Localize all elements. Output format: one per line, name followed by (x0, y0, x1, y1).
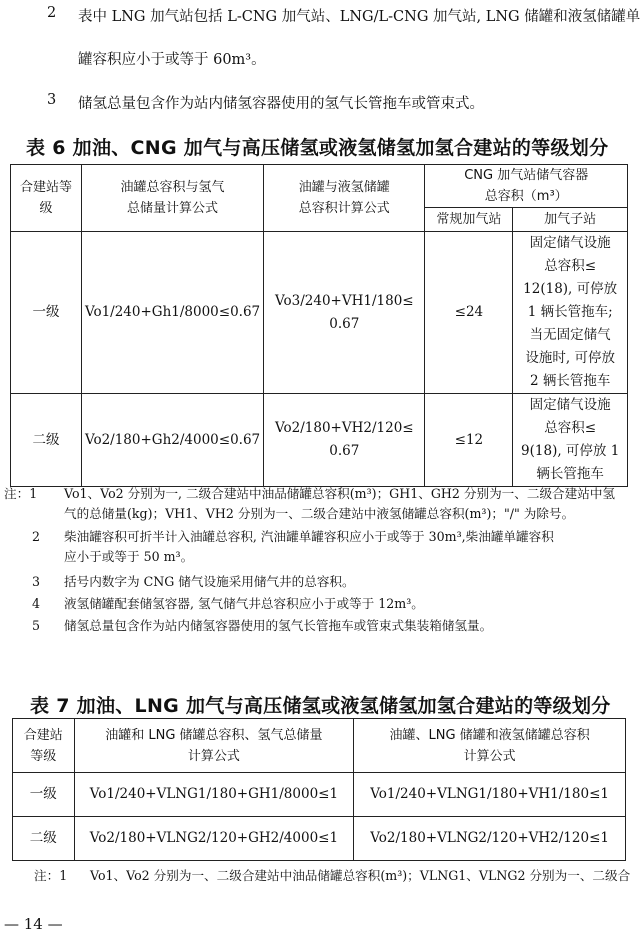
t6-row1-sub: 固定储气设施 总容积≤ 12(18), 可停放 1 辆长管拖车; 当无固定储气 设施时, 可停放 2 辆长管拖车 (513, 232, 628, 394)
t6-note-3: 括号内数字为 CNG 储气设施采用储气井的总容积。 (64, 574, 355, 589)
table6-title: 表 6 加油、CNG 加气与高压储氢或液氢储氢加氢合建站的等级划分 (26, 137, 609, 159)
t7-header-col3: 油罐、LNG 储罐和液氢储罐总容积 计算公式 (354, 719, 626, 773)
t6-row1-regular: ≤24 (425, 232, 513, 394)
t6-row1-tank-formula: Vo3/240+VH1/180≤ 0.67 (264, 232, 425, 394)
t7-row2-level: 二级 (13, 817, 75, 861)
t6-note-2-cont: 应小于或等于 50 m³。 (64, 549, 194, 564)
t7-row1-f1: Vo1/240+VLNG1/180+GH1/8000≤1 (74, 773, 354, 817)
t6-note-2: 柴油罐容积可折半计入油罐总容积, 汽油罐单罐容积应小于或等于 30m³,柴油罐单罐容积 (64, 529, 554, 544)
t6-row2-sub: 固定储气设施 总容积≤ 9(18), 可停放 1 辆长管拖车 (513, 394, 628, 487)
intro-note-2-num: 2 (47, 5, 57, 21)
t7-note-label-1: 注：1 (34, 868, 68, 883)
t6-header-sub: 加气子站 (513, 208, 628, 232)
t7-header-col2: 油罐和 LNG 储罐总容积、氢气总储量 计算公式 (74, 719, 354, 773)
table6 (10, 164, 628, 487)
t6-note-label-3: 3 (32, 574, 41, 589)
t6-note-label-2: 2 (32, 529, 41, 544)
t6-row2-oil-formula: Vo2/180+Gh2/4000≤0.67 (81, 394, 263, 487)
t6-header-tank-formula: 油罐与液氢储罐 总容积计算公式 (264, 165, 425, 232)
t6-note-4: 液氢储罐配套储氢容器, 氢气储气井总容积应小于或等于 12m³。 (64, 596, 424, 611)
intro-note-3-num: 3 (47, 92, 57, 108)
t6-row2-regular: ≤12 (425, 394, 513, 487)
intro-note-2-cont: 罐容积应小于或等于 60m³。 (78, 52, 266, 68)
t7-note-1: Vo1、Vo2 分别为一、二级合建站中油品储罐总容积(m³)；VLNG1、VLNG2 分别为一、二级合 (90, 868, 631, 883)
t7-row2-f2: Vo2/180+VLNG2/120+VH2/120≤1 (354, 817, 626, 861)
t6-note-1: Vo1、Vo2 分别为一, 二级合建站中油品储罐总容积(m³)；GH1、GH2 分别为一、二级合建站中氢 (64, 486, 616, 501)
t6-row1-oil-formula: Vo1/240+Gh1/8000≤0.67 (81, 232, 263, 394)
t6-header-level: 合建站等 级 (11, 165, 82, 232)
intro-note-3-text: 储氢总量包含作为站内储氢容器使用的氢气长管拖车或管束式。 (78, 96, 484, 112)
table7 (12, 718, 626, 861)
t6-note-1-cont: 气的总储量(kg)；VH1、VH2 分别为一、二级合建站中液氢储罐总容积(m³)；"/" 为除号。 (64, 506, 575, 521)
t6-header-regular: 常规加气站 (425, 208, 513, 232)
intro-note-2-text: 表中 LNG 加气站包括 L-CNG 加气站、LNG/L-CNG 加气站, LNG 储罐和液氢储罐单 (78, 9, 640, 25)
t7-row1-level: 一级 (13, 773, 75, 817)
t6-note-label-4: 4 (32, 596, 41, 611)
t7-header-level: 合建站 等级 (13, 719, 75, 773)
t7-row2-f1: Vo2/180+VLNG2/120+GH2/4000≤1 (74, 817, 354, 861)
t6-note-label-5: 5 (32, 618, 41, 633)
t6-note-5: 储氢总量包含作为站内储氢容器使用的氢气长管拖车或管束式集装箱储氢量。 (64, 618, 493, 633)
t6-header-oil-formula: 油罐总容积与氢气 总储量计算公式 (81, 165, 263, 232)
t7-row1-f2: Vo1/240+VLNG1/180+VH1/180≤1 (354, 773, 626, 817)
t6-note-label-1: 注：1 (4, 486, 38, 501)
t6-row2-tank-formula: Vo2/180+VH2/120≤ 0.67 (264, 394, 425, 487)
table7-title: 表 7 加油、LNG 加气与高压储氢或液氢储氢加氢合建站的等级划分 (30, 695, 611, 717)
t6-header-cng: CNG 加气站储气容器 总容积（m³） (425, 165, 628, 208)
page-number: — 14 — (4, 915, 63, 933)
t6-row2-level: 二级 (11, 394, 82, 487)
t6-row1-level: 一级 (11, 232, 82, 394)
